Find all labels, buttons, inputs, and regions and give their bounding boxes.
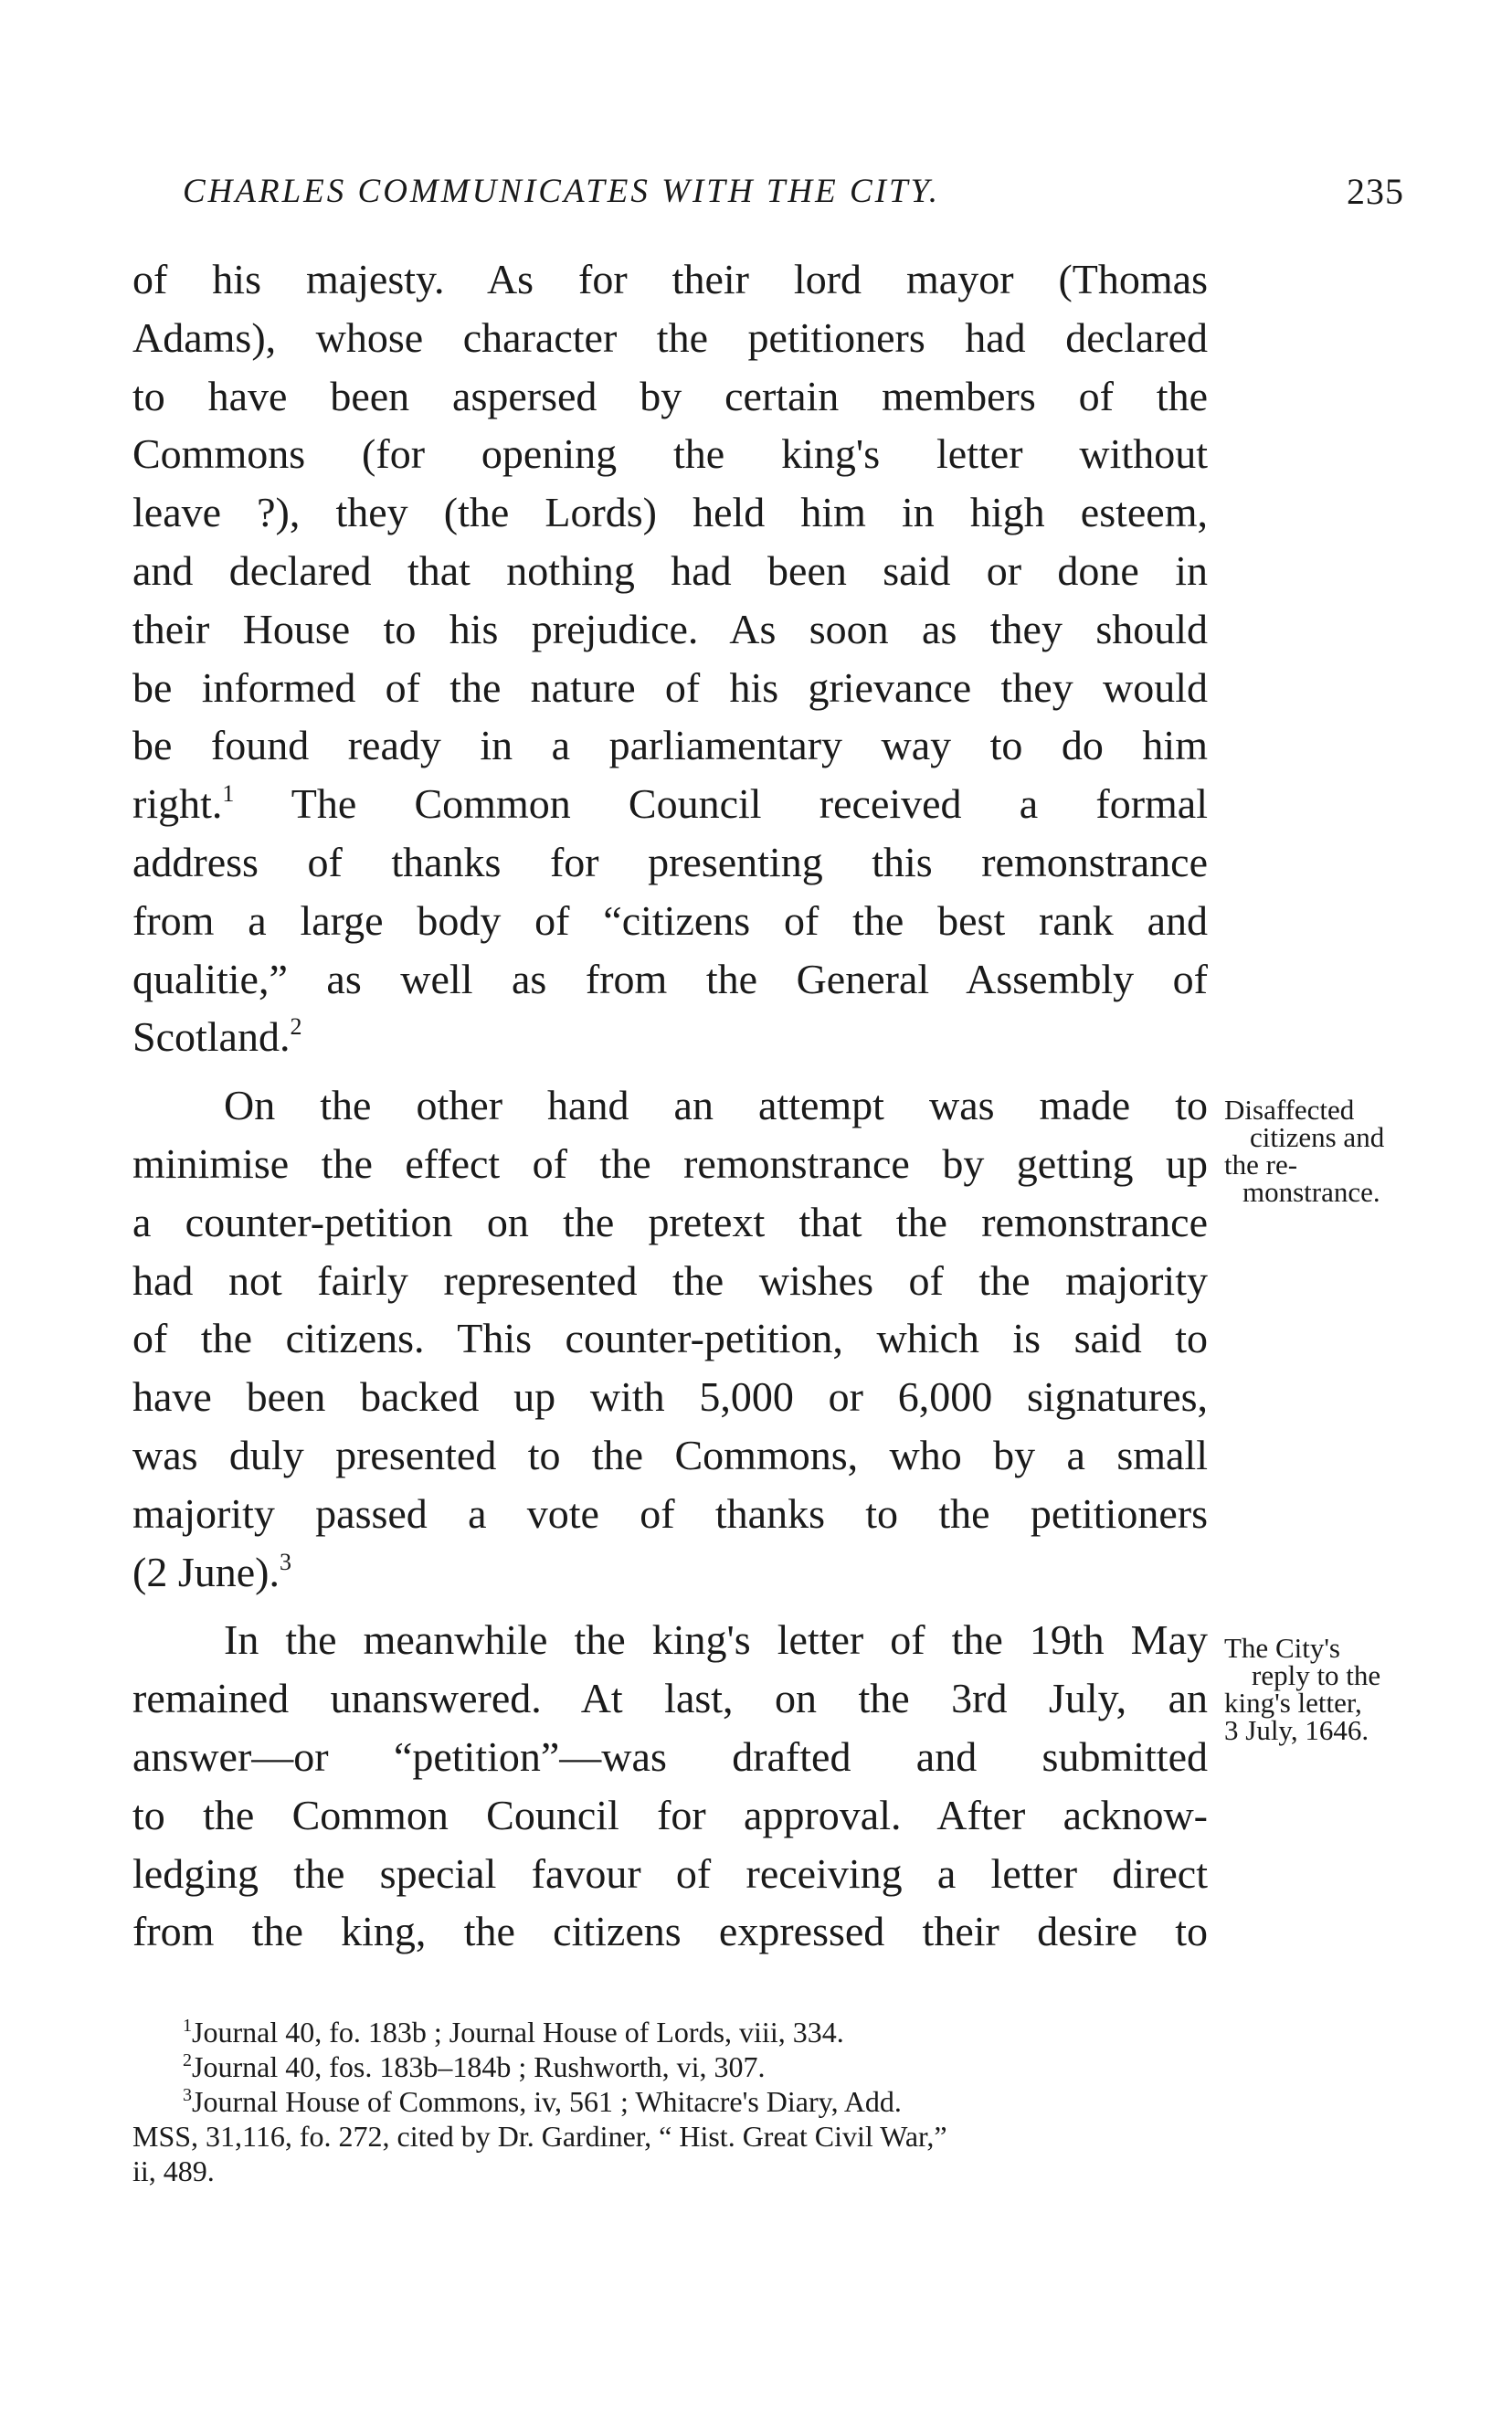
text-line: a counter-petition on the pretext that the remonstrance — [132, 1198, 1208, 1245]
text-fragment: The Common Council received a formal — [234, 780, 1208, 828]
text-line: In the meanwhile the king's letter of the 19th May — [224, 1616, 1208, 1664]
sidenote-line: The City's — [1224, 1632, 1340, 1664]
text-line: to have been aspersed by certain members of the — [132, 372, 1208, 419]
text-fragment: (2 June). — [132, 1548, 280, 1595]
text-line: Adams), whose character the petitioners had declared — [132, 313, 1208, 361]
text-line — [132, 1543, 1208, 1602]
text-line: answer—or “petition”—was drafted and submitted — [132, 1732, 1208, 1780]
footnote-ref: 1 — [222, 780, 235, 808]
text-line: their House to his prejudice. As soon as they should — [132, 605, 1208, 652]
text-line: have been backed up with 5,000 or 6,000 signatures, — [132, 1373, 1208, 1421]
paragraph-1 — [132, 250, 1208, 1066]
footnote-text: Journal 40, fo. 183b ; Journal House of Lords, viii, 334. — [192, 2016, 844, 2049]
footnote-mark: 2 — [183, 2050, 192, 2070]
footnotes — [132, 2015, 1208, 2188]
footnote-3 — [132, 2084, 1208, 2119]
paragraph-3 — [132, 1611, 1208, 1961]
footnote-3-continuation: MSS, 31,116, fo. 272, cited by Dr. Gardiner, “ Hist. Great Civil War,” — [132, 2120, 947, 2153]
main-text — [132, 250, 1208, 1961]
footnote-mark: 1 — [183, 2016, 192, 2036]
text-line: Commons (for opening the king's letter without — [132, 430, 1208, 478]
sidenote-disaffected-citizens — [1224, 1096, 1443, 1206]
text-line — [132, 775, 1208, 833]
sidenote-line: monstrance. — [1242, 1176, 1380, 1208]
paragraph-2 — [132, 1076, 1208, 1601]
text-line: from a large body of “citizens of the best rank and — [132, 896, 1208, 944]
text-line: of his majesty. As for their lord mayor (Thomas — [132, 256, 1208, 302]
footnote-text: Journal House of Commons, iv, 561 ; Whitacre's Diary, Add. — [192, 2085, 902, 2118]
text-line: had not fairly represented the wishes of the majority — [132, 1256, 1208, 1304]
page-number: 235 — [1347, 171, 1404, 212]
text-fragment: right. — [132, 780, 223, 828]
text-line: majority passed a vote of thanks to the petitioners — [132, 1489, 1208, 1537]
text-line: leave ?), they (the Lords) held him in high esteem, — [132, 489, 1208, 536]
text-line: On the other hand an attempt was made to — [224, 1082, 1208, 1129]
text-line: minimise the effect of the remonstrance by getting up — [132, 1139, 1208, 1187]
text-line: address of thanks for presenting this remonstrance — [132, 838, 1208, 885]
text-line: of the citizens. This counter-petition, which is said to — [132, 1315, 1208, 1362]
text-line: remained unanswered. At last, on the 3rd July, an — [132, 1675, 1208, 1722]
sidenote-line: citizens and — [1250, 1121, 1385, 1153]
sidenote-line: the re- — [1224, 1149, 1298, 1181]
text-line: be found ready in a parliamentary way to do him — [132, 722, 1208, 769]
footnote-text: Journal 40, fos. 183b–184b ; Rushworth, vi, 307. — [192, 2050, 766, 2083]
text-line: was duly presented to the Commons, who by a small — [132, 1431, 1208, 1478]
text-line: qualitie,” as well as from the General Assembly of — [132, 955, 1208, 1002]
footnote-ref: 3 — [279, 1548, 291, 1575]
footnote-1 — [132, 2015, 1208, 2049]
sidenote-line: king's letter, — [1224, 1687, 1362, 1719]
text-line: and declared that nothing had been said or done in — [132, 546, 1208, 594]
text-line: to the Common Council for approval. After acknow- — [132, 1791, 1208, 1838]
footnote-3-continuation: ii, 489. — [132, 2155, 215, 2187]
sidenote-line: 3 July, 1646. — [1224, 1714, 1369, 1746]
footnote-ref: 2 — [290, 1013, 302, 1041]
text-fragment: Scotland. — [132, 1013, 291, 1061]
text-line: from the king, the citizens expressed their desire to — [132, 1908, 1208, 1955]
footnote-2 — [132, 2049, 1208, 2084]
sidenote-line: reply to the — [1252, 1659, 1381, 1691]
text-line: ledging the special favour of receiving a letter direct — [132, 1849, 1208, 1897]
footnote-mark: 3 — [183, 2085, 192, 2105]
running-title: CHARLES COMMUNICATES WITH THE CITY. — [183, 173, 940, 210]
sidenote-line: Disaffected — [1224, 1094, 1355, 1126]
text-line: be informed of the nature of his grievance they would — [132, 663, 1208, 711]
sidenote-city-reply — [1224, 1632, 1443, 1746]
text-line — [132, 1008, 1208, 1066]
